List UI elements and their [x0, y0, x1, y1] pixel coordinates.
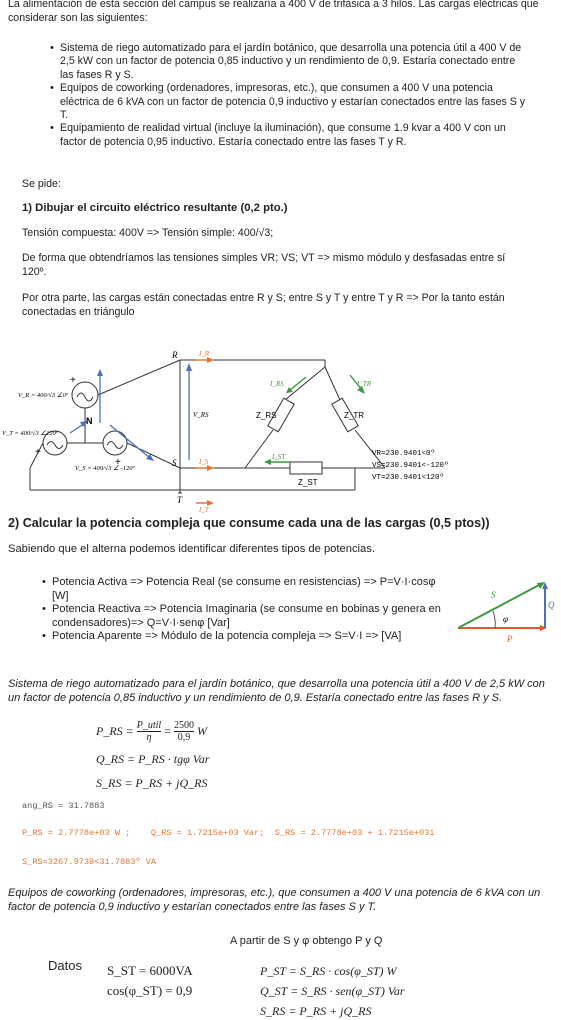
formula-p-st: P_ST = S_RS · cos(φ_ST) W: [260, 964, 397, 978]
eq-q-rs: Q_RS = P_RS · tgφ Var: [96, 752, 210, 766]
eq-p-lhs: P_RS =: [96, 724, 134, 738]
intro-text: La alimentación de esta sección del campus se realizaría a 400 V de trifásica a 3 hilos. Las cargas eléctricas que considerar son las siguientes:: [8, 0, 539, 24]
se-pide-label: Se pide:: [22, 178, 61, 190]
output-p-q-s: P_RS = 2.7778e+03 W ; Q_RS = 1.7215e+03 Var; S_RS = 2.7778e+03 + 1.7215e+03i: [22, 828, 435, 838]
vt-value: VT=230.9401<120º: [372, 474, 445, 482]
q1-simple-text: De forma que obtendríamos las tensiones simples VR; VS; VT => mismo módulo y desfasadas entre sí 120º.: [22, 252, 506, 278]
node-s-label: S: [172, 458, 177, 468]
voltage-vrs-label: V_RS: [193, 411, 209, 419]
eq-p-den: η: [146, 732, 152, 743]
powers-list: [52, 576, 442, 644]
impedance-ztr-label: Z_TR: [344, 411, 364, 420]
node-t-label: T: [177, 495, 183, 505]
triangle-phi-label: φ: [503, 614, 508, 624]
loads-list: [60, 42, 530, 149]
output-ang-rs: ang_RS = 31.7883: [22, 801, 105, 811]
node-r-label: R: [172, 350, 178, 360]
current-ist-label: I_ST: [272, 453, 286, 461]
eq-p-unit: W: [197, 724, 207, 738]
output-s-polar: S_RS=3267.9739<31.7883º VA: [22, 857, 157, 867]
apartir-text: A partir de S y φ obtengo P y Q: [230, 935, 383, 947]
triangle-q-label: Q: [548, 600, 555, 610]
eq-p-den2: 0,9: [177, 732, 191, 743]
current-is-label: I_S: [199, 458, 209, 466]
source-vr-formula: V_R = 400/√3 ∠0º: [18, 392, 68, 399]
plus-sign-vr: +: [70, 375, 76, 386]
load2-description: Equipos de coworking (ordenadores, impresoras, etc.), que consumen a 400 V una potencia de 6 kVA con un factor de potencia 0,9 inductivo y estarían conectados entre las fases S y T.: [8, 887, 541, 913]
load-item-2: • Equipos de coworking (ordenadores, impresoras, etc.), que consumen a 400 V una potencia eléctrica de 6 kVA con un factor de potencia 0,9 inductivo y estarían conectados entre las fases S y T.: [60, 82, 530, 122]
circuit-diagram: [0, 345, 561, 515]
plus-sign-vt: +: [35, 447, 41, 458]
power-triangle-diagram: [455, 580, 555, 650]
vr-value: VR=230.9401<0º: [372, 450, 436, 458]
impedance-zst-label: Z_ST: [298, 478, 318, 487]
datos-label: Datos: [48, 958, 82, 973]
eq-s-rs: S_RS = P_RS + jQ_RS: [96, 776, 208, 790]
load1-description: Sistema de riego automatizado para el jardín botánico, que desarrolla una potencia útil a 400 V de 2,5 kW con un factor de potencia 0,85 inductivo y un rendimiento de 0,9. Estaría conectado entre las fases R y S.: [8, 678, 545, 704]
q1-tension-text: Tensión compuesta: 400V => Tensión simple: 400/√3;: [22, 227, 274, 239]
formula-s-st: S_RS = P_RS + jQ_RS: [260, 1004, 372, 1018]
current-it-label: I_T: [199, 506, 209, 514]
eq-p-num: P_util: [136, 720, 162, 731]
source-vt-formula: V_T = 400/√3 ∠120º: [2, 430, 58, 437]
eq-p-rs: [96, 720, 207, 743]
formula-q-st: Q_ST = S_RS · sen(φ_ST) Var: [260, 984, 405, 998]
load-item-3: • Equipamiento de realidad virtual (incluye la iluminación), que consume 1.9 kvar a 400 V con un factor de potencia 0,95 inductivo. Estaría conectado entre las fases T y R.: [60, 122, 530, 149]
q1-heading: 1) Dibujar el circuito eléctrico resultante (0,2 pto.): [22, 202, 288, 214]
datos-s-st: S_ST = 6000VA: [107, 963, 193, 978]
current-ir-label: I_R: [199, 350, 210, 358]
power-item-aparente: • Potencia Aparente => Módulo de la potencia compleja => S=V·I => [VA]: [52, 630, 442, 644]
datos-cos-st: cos(φ_ST) = 0,9: [107, 983, 193, 998]
plus-sign-vs: +: [115, 457, 121, 468]
current-irs-label: I_RS: [270, 380, 284, 388]
source-vs-formula: V_S = 400/√3 ∠ -120º: [75, 465, 135, 472]
triangle-s-label: S: [491, 590, 496, 600]
q2-heading: 2) Calcular la potencia compleja que consume cada una de las cargas (0,5 ptos)): [8, 516, 490, 530]
triangle-p-label: P: [507, 634, 513, 644]
node-n-label: N: [86, 416, 93, 426]
power-item-reactiva: • Potencia Reactiva => Potencia Imaginaria (se consume en bobinas y genera en condensadores)=> Q=V·I·senφ [Var]: [52, 603, 442, 630]
q1-triangulo-text: Por otra parte, las cargas están conectadas entre R y S; entre S y T y entre T y R => Por la tanto están conectadas en triángulo: [22, 292, 505, 318]
load-item-1: • Sistema de riego automatizado para el jardín botánico, que desarrolla una potencia útil a 400 V de 2,5 kW con un factor de potencia 0,85 inductivo y un rendimiento de 0,9. Estaría conectado entre las fases R y S.: [60, 42, 530, 82]
power-item-activa: • Potencia Activa => Potencia Real (se consume en resistencias) => P=V·I·cosφ [W]: [52, 576, 442, 603]
vs-value: VS=230.9401<-120º: [372, 462, 449, 470]
current-itr-label: I_TR: [357, 380, 371, 388]
q2-intro-text: Sabiendo que el alterna podemos identificar diferentes tipos de potencias.: [8, 543, 375, 555]
impedance-zrs-label: Z_RS: [256, 411, 277, 420]
eq-p-equals: =: [164, 724, 171, 738]
eq-p-num2: 2500: [174, 720, 194, 731]
